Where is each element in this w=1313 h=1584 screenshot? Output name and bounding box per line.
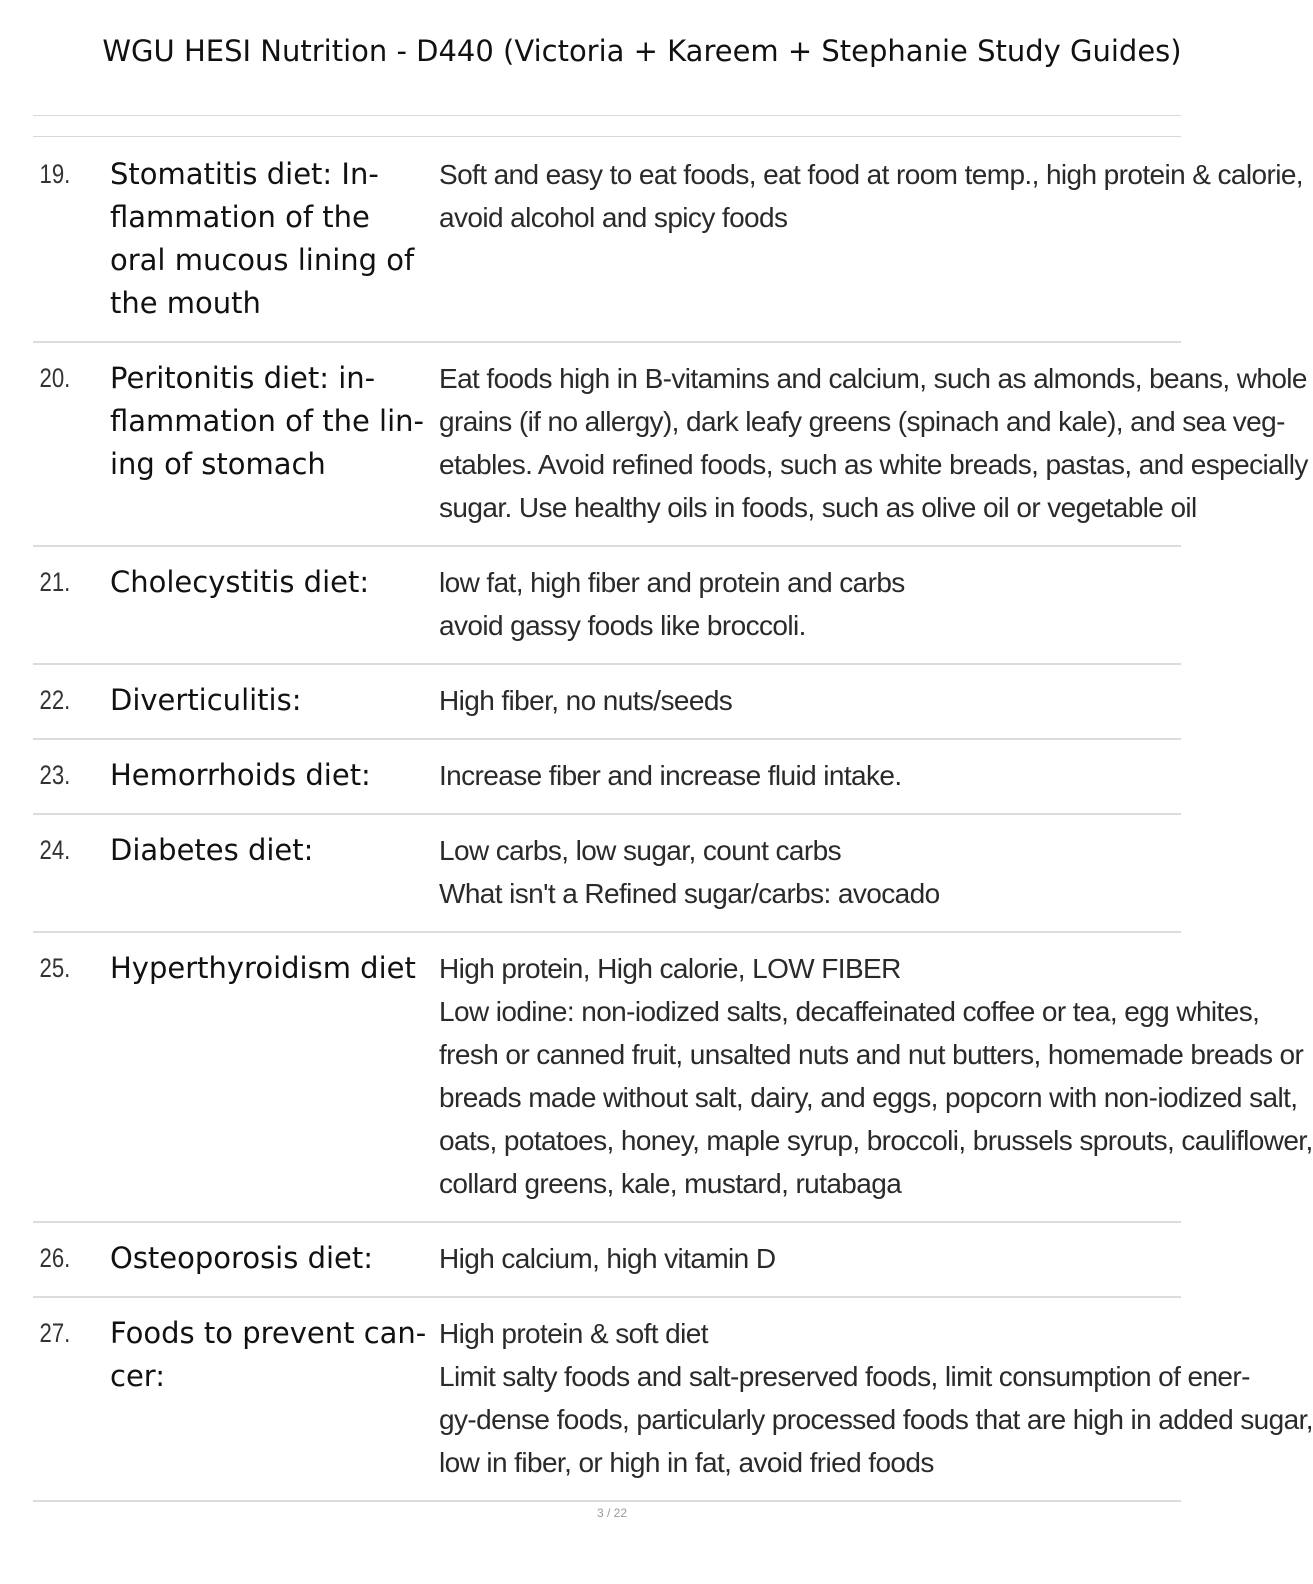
row-number: 25. [39,953,71,983]
row-number: 22. [39,685,71,715]
definition-line: low in fiber, or high in fat, avoid fried foods [439,1447,934,1478]
row-definition [439,829,1181,915]
row-term: Osteoporosis diet: [110,1241,374,1275]
row-number: 24. [39,835,71,865]
row-definition [439,1312,1313,1484]
definition-line: Low carbs, low sugar, count carbs [439,835,841,866]
row-definition [439,1237,1181,1280]
table-row [33,139,1303,343]
definition-line: High calcium, high vitamin D [439,1243,776,1274]
row-term: Foods to prevent can- cer: [110,1316,427,1393]
definition-line: gy-dense foods, particularly processed foods that are high in added sugar, [439,1404,1313,1435]
definition-line: Soft and easy to eat foods, eat food at room temp., high protein & calorie, [439,159,1303,190]
definition-line: Limit salty foods and salt-preserved foods, limit consumption of ener- [439,1361,1250,1392]
row-number: 20. [39,363,71,393]
table-row [33,740,1181,815]
definition-line: avoid alcohol and spicy foods [439,202,788,233]
document-title: WGU HESI Nutrition - D440 (Victoria + Kareem + Stephanie Study Guides) [102,34,1182,68]
row-definition [439,153,1303,325]
row-definition [439,947,1313,1205]
divider-line [33,115,1181,116]
row-number: 23. [39,760,71,790]
row-term: Diabetes diet: [110,833,314,867]
row-definition [439,679,1181,722]
table-row [33,1298,1313,1502]
definition-line: High fiber, no nuts/seeds [439,685,733,716]
definition-line: High protein, High calorie, LOW FIBER [439,953,901,984]
row-number: 27. [39,1318,71,1348]
table-row [33,1223,1181,1298]
divider-line [33,136,1181,137]
page-number: 3 / 22 [596,1506,628,1520]
study-guide-table [33,139,1313,1502]
row-definition [439,754,1181,797]
definition-line: breads made without salt, dairy, and eggs, popcorn with non-iodized salt, [439,1082,1298,1113]
table-row [33,815,1181,933]
row-term: Diverticulitis: [110,683,302,717]
definition-line: avoid gassy foods like broccoli. [439,610,806,641]
row-number: 19. [39,159,71,189]
table-row [33,665,1181,740]
row-number: 21. [39,567,71,597]
definition-line: sugar. Use healthy oils in foods, such as olive oil or vegetable oil [439,492,1197,523]
definition-line: grains (if no allergy), dark leafy greens (spinach and kale), and sea veg- [439,406,1285,437]
row-definition [439,357,1308,529]
row-term: Hyperthyroidism diet [110,951,416,985]
definition-line: What isn't a Refined sugar/carbs: avocado [439,878,940,909]
table-row [33,933,1313,1223]
table-row [33,343,1308,547]
definition-line: High protein & soft diet [439,1318,708,1349]
definition-line: Increase fiber and increase fluid intake. [439,760,902,791]
definition-line: fresh or canned fruit, unsalted nuts and nut butters, homemade breads or [439,1039,1304,1070]
row-term: Peritonitis diet: in- flammation of the lin- ing of stomach [110,361,425,481]
definition-line: low fat, high fiber and protein and carbs [439,567,905,598]
row-definition [439,561,1181,647]
row-term: Hemorrhoids diet: [110,758,371,792]
row-term: Cholecystitis diet: [110,565,370,599]
table-row [33,547,1181,665]
row-number: 26. [39,1243,71,1273]
definition-line: etables. Avoid refined foods, such as white breads, pastas, and especially [439,449,1308,480]
definition-line: Low iodine: non-iodized salts, decaffeinated coffee or tea, egg whites, [439,996,1260,1027]
definition-line: oats, potatoes, honey, maple syrup, broccoli, brussels sprouts, cauliflower, [439,1125,1313,1156]
row-term: Stomatitis diet: In- flammation of the oral mucous lining of the mouth [110,157,415,320]
definition-line: Eat foods high in B-vitamins and calcium, such as almonds, beans, whole [439,363,1307,394]
definition-line: collard greens, kale, mustard, rutabaga [439,1168,902,1199]
